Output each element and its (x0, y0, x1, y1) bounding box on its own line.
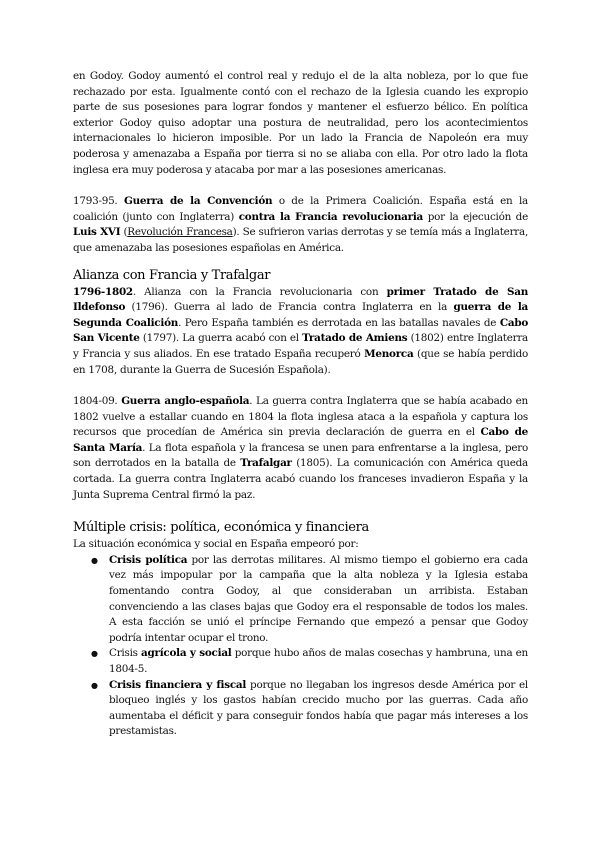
bold-guerra-convencion: Guerra de la Convención (123, 195, 273, 208)
link-revolucion-francesa[interactable]: Revolución Francesa (127, 226, 233, 239)
list-item: ● Crisis política por las derrotas militares. Al mismo tiempo el gobierno era cada vez más impopular por la campaña que la alta nobleza y la Iglesia estaba fomentando contra Godoy, al que consideraban un arribista. Estaban convenciendo a las clases bajas que Godoy era el responsable de todos los males. A esta facción se unió el príncipe Fernando que empezó a pensar que Godoy podría intentar ocupar el trono. (109, 553, 528, 647)
crisis-list (73, 553, 528, 740)
paragraph-intro-crisis: La situación económica y social en España empeoró por: (73, 538, 359, 551)
paragraph-anglo-espanola: 1804-09. Guerra anglo-española. La guerra contra Inglaterra que se había acabado en 1802 vuelve a estallar cuando en 1804 la flota inglesa ataca a la española y captura los recursos que procedían de América sin previa declaración de guerra en el Cabo de Santa María. La flota española y la francesa se unen para enfrentarse a la inglesa, pero son derrotados en la batalla de Trafalgar (1805). La comunicación con América queda cortada. La guerra contra Inglaterra acabó cuando los franceses invadieron España y la Junta Suprema Central firmó la paz. (73, 395, 528, 501)
heading-multiple-crisis: Múltiple crisis: política, económica y financiera (73, 520, 369, 536)
heading-alianza-trafalgar: Alianza con Francia y Trafalgar (73, 267, 271, 283)
paragraph-convencion: 1793-95. Guerra de la Convención o de la Primera Coalición. España está en la coalición (junto con Inglaterra) contra la Francia revolucionaria por la ejecución de Luis XVI (Revolución Francesa). Se sufrieron varias derrotas y se temía más a Inglaterra, que amenazaba las posesiones españolas en América. (73, 195, 528, 254)
paragraph-alianza: 1796-1802. Alianza con la Francia revolucionaria con primer Tratado de San Ildefonso (1796). Guerra al lado de Francia contra Inglaterra en la guerra de la Segunda Coalición. Pero España también es derrotada en las batallas navales de Cabo San Vicente (1797). La guerra acabó con el Tratado de Amiens (1802) entre Inglaterra y Francia y sus aliados. En ese tratado España recuperó Menorca (que se había perdido en 1708, durante la Guerra de Sucesión Española). (73, 285, 529, 376)
paragraph-godoy: en Godoy. Godoy aumentó el control real y redujo el de la alta nobleza, por lo que fue rechazado por esta. Igualmente contó con el rechazo de la Iglesia cuando les expropio parte de sus posesiones para lograr fondos y mantener el esfuerzo bélico. En política exterior Godoy quiso adoptar una postura de neutralidad, pero los acontecimientos internacionales lo hicieron imposible. Por un lado la Francia de Napoleón era muy poderosa y amenazaba a España por tierra si no se aliaba con ella. Por otro lado la flota inglesa era muy poderosa y atacaba por mar a las posesiones americanas. (73, 70, 528, 176)
bold-luis-xvi: Luis XVI (73, 226, 121, 239)
bold-contra-francia: contra la Francia revolucionaria (238, 210, 424, 223)
list-item: ● Crisis agrícola y social porque hubo años de malas cosechas y hambruna, una en 1804-5. (109, 646, 528, 677)
list-item: ● Crisis financiera y fiscal porque no llegaban los ingresos desde América por el bloqueo inglés y los gastos habían crecido mucho por las guerras. Cada año aumentaba el déficit y para conseguir fondos había que pagar más intereses a los prestamistas. (109, 678, 528, 740)
